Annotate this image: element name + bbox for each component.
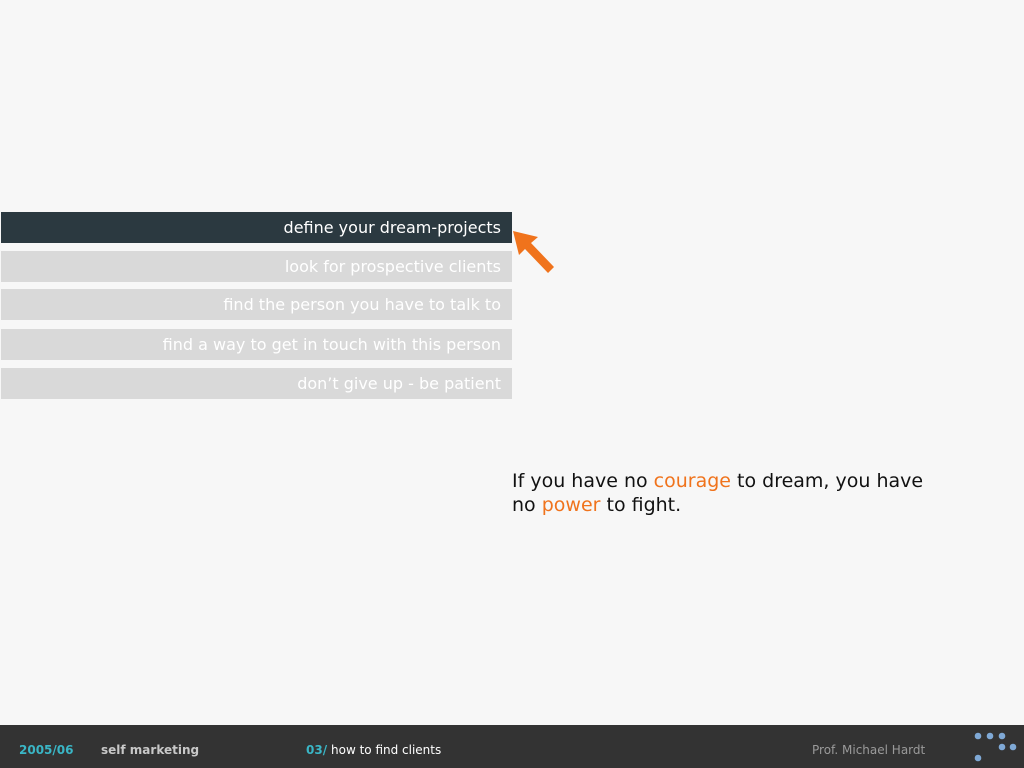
quote-part: to fight.	[600, 494, 682, 516]
footer-chapter-title: how to find clients	[331, 743, 442, 757]
step-label: look for prospective clients	[284, 257, 501, 276]
step-define-dream-projects	[1, 212, 512, 243]
step-be-patient	[1, 368, 512, 399]
step-find-person	[1, 289, 512, 320]
step-label: find the person you have to talk to	[223, 295, 501, 314]
footer-author: Prof. Michael Hardt	[812, 743, 926, 757]
step-label: find a way to get in touch with this person	[162, 335, 501, 354]
arrow-up-left-icon	[510, 228, 558, 274]
quote-highlight-courage: courage	[653, 470, 731, 492]
quote-highlight-power: power	[541, 494, 601, 516]
quote-part: to dream, you have no	[512, 470, 924, 516]
dot-grid-logo-icon	[968, 729, 1024, 768]
step-label: define your dream-projects	[283, 218, 501, 237]
step-label: don’t give up - be patient	[297, 374, 501, 393]
footer-year: 2005/06	[19, 743, 74, 757]
footer-course: self marketing	[101, 743, 200, 757]
footer-bar	[0, 725, 1024, 768]
step-get-in-touch	[1, 329, 512, 360]
step-look-for-clients	[1, 251, 512, 282]
footer-chapter-number: 03/	[306, 743, 328, 757]
quote-text	[512, 469, 932, 517]
quote-part: If you have no	[512, 470, 654, 492]
